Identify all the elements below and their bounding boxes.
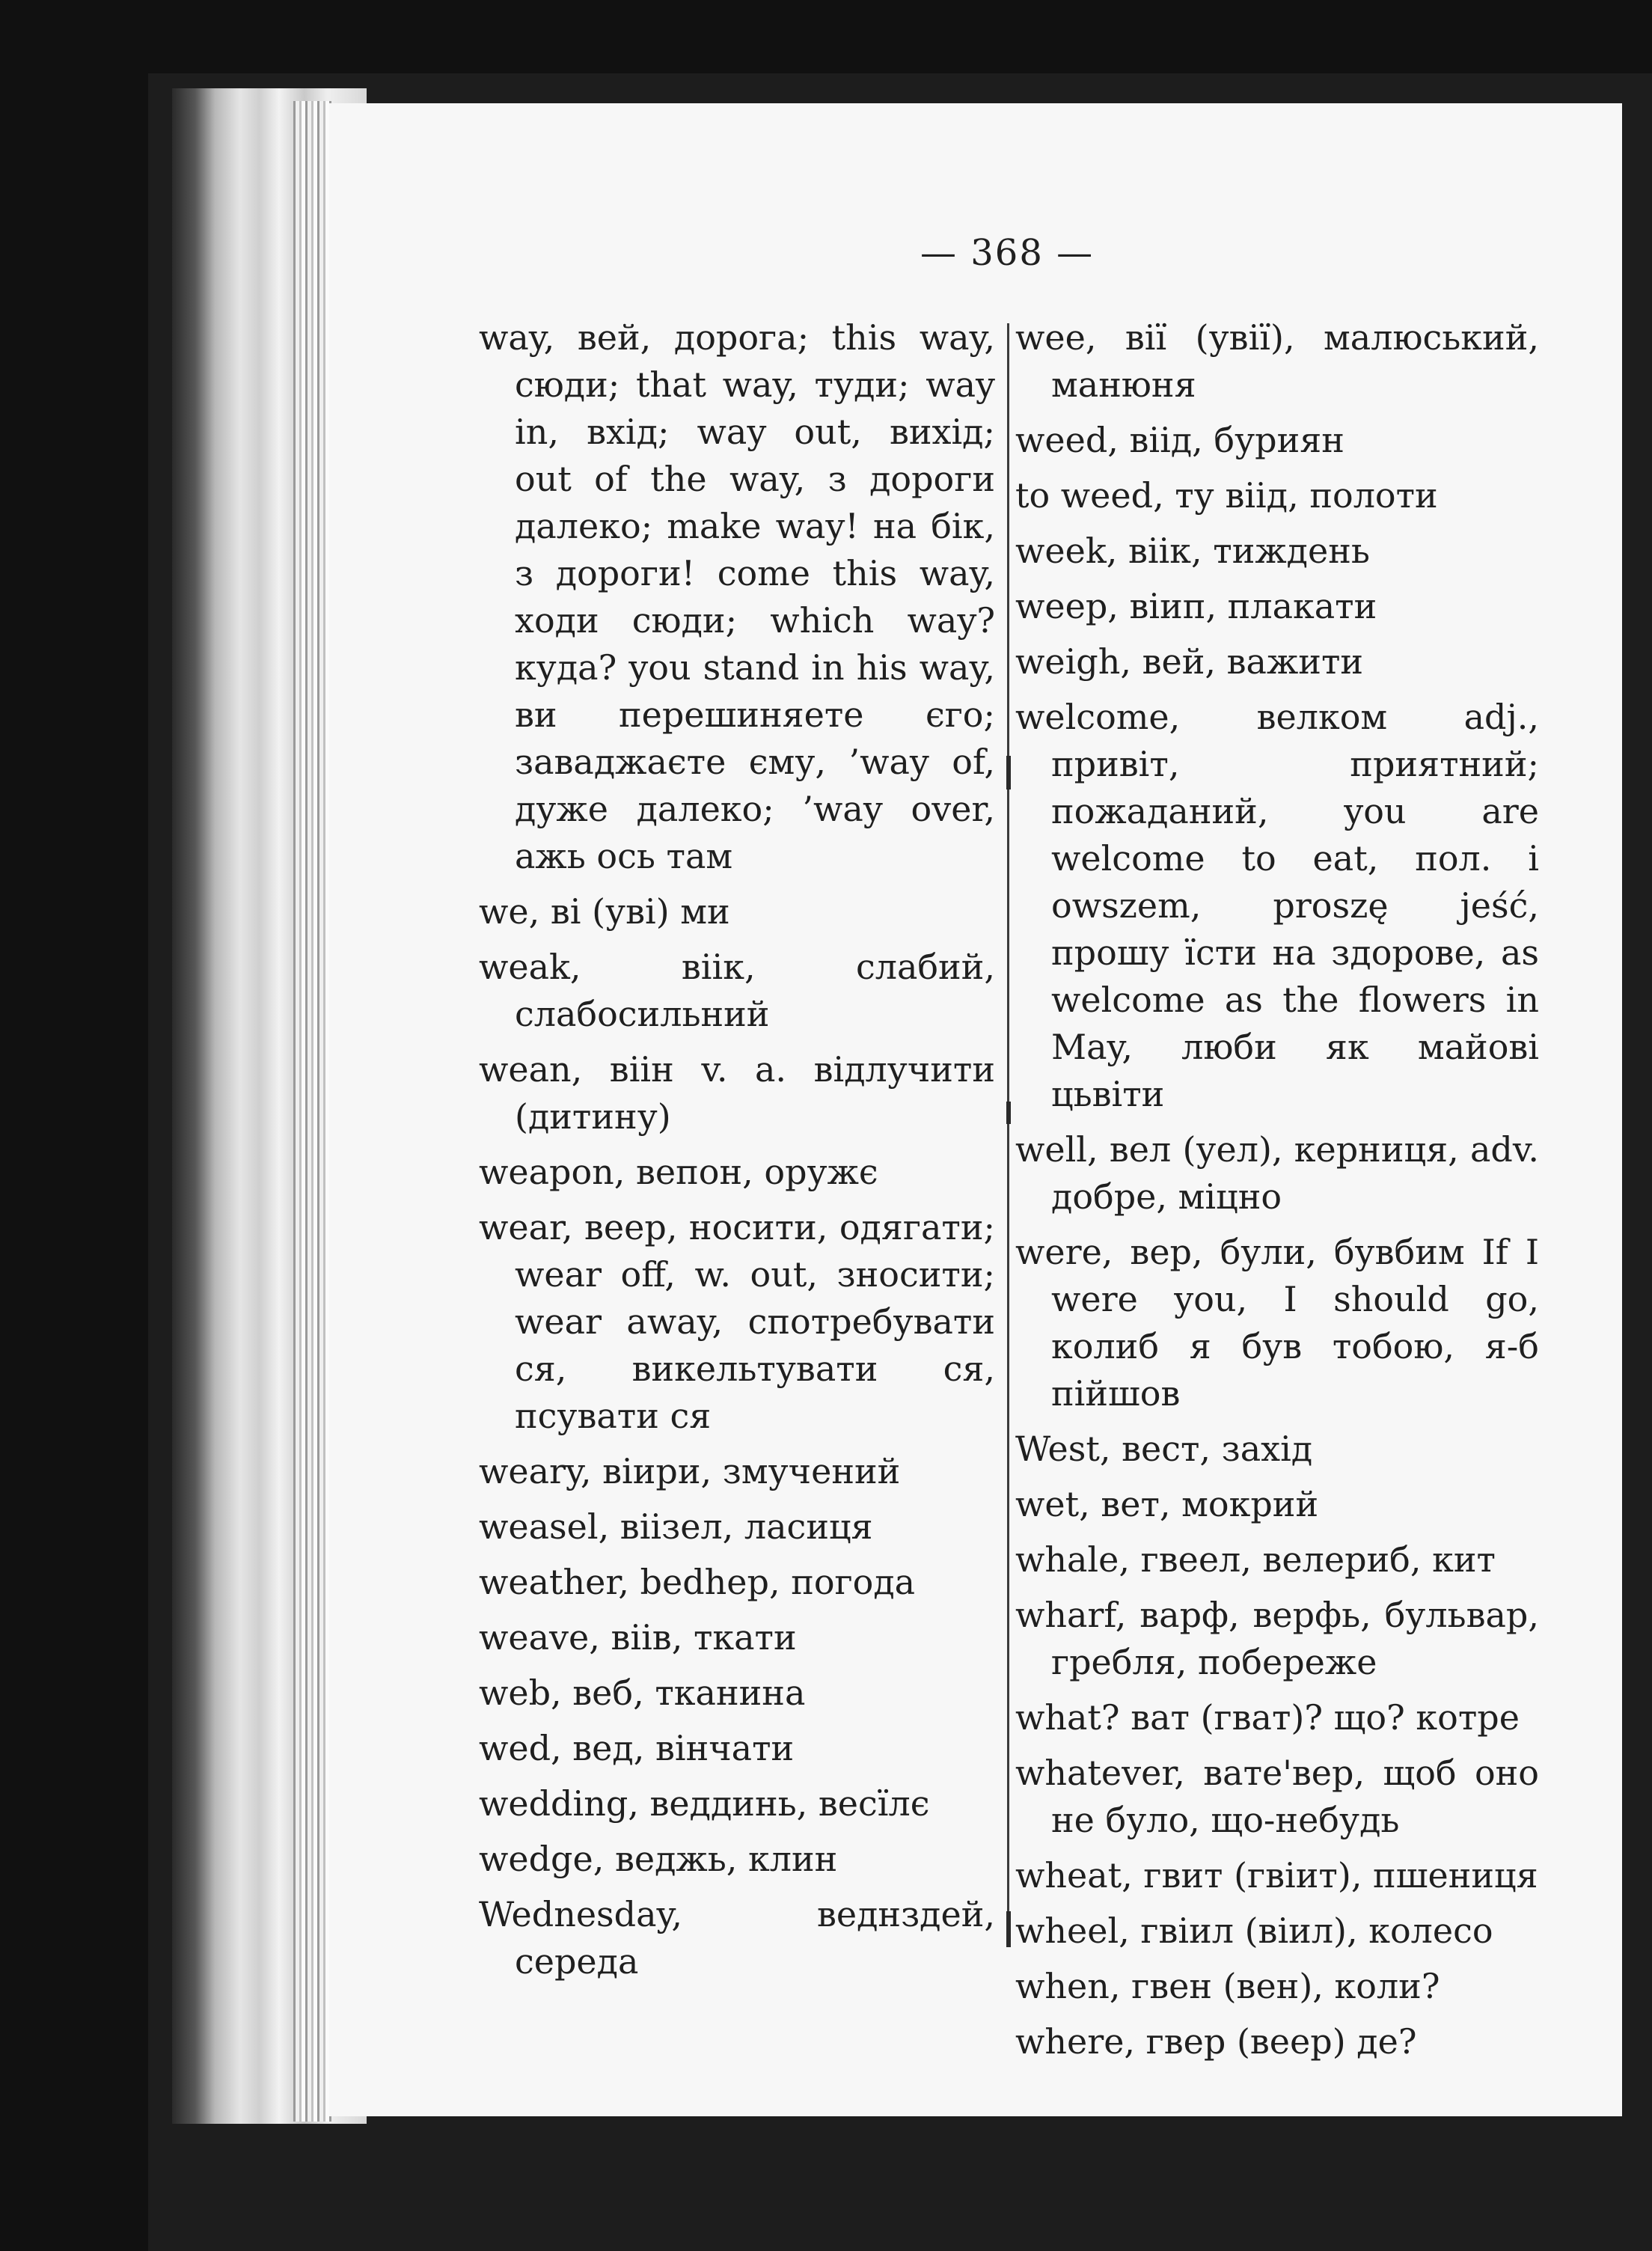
page-edge — [293, 101, 332, 2122]
dictionary-entry: were, вер, були, бувбим If I were you, I should go, колиб я був тобою, я-б пійшов — [1015, 1232, 1539, 1414]
dictionary-entry: wedding, веддинь, весїлє — [479, 1783, 930, 1824]
dictionary-entry: weak, віік, слабий, слабосильний — [479, 947, 995, 1034]
dictionary-entry: weasel, віізел, ласиця — [479, 1506, 873, 1547]
dictionary-entry: to weed, ту віід, полоти — [1015, 475, 1438, 516]
dictionary-entry: wharf, варф, верфь, бульвар, гребля, побереже — [1015, 1595, 1539, 1682]
dictionary-entry: Wednesday, веднздей, середа — [479, 1894, 995, 1982]
margin-mark — [1006, 756, 1011, 789]
dictionary-entry: weave, віів, ткати — [479, 1617, 797, 1658]
left-column — [479, 314, 995, 1994]
column-divider — [1007, 323, 1009, 1940]
dictionary-entry: weapon, вепон, оружє — [479, 1152, 878, 1192]
dictionary-entry: weigh, вей, важити — [1015, 641, 1364, 682]
dictionary-entry: when, гвен (вен), коли? — [1015, 1966, 1440, 2006]
dictionary-entry: weed, віід, буриян — [1015, 420, 1344, 460]
dictionary-entry: well, вел (уел), керниця, adv. добре, міцно — [1015, 1129, 1539, 1217]
dictionary-entry: weather, bedhep, погода — [479, 1562, 916, 1602]
margin-mark — [1006, 1102, 1011, 1124]
dictionary-entry: what? ват (гват)? що? котре — [1015, 1697, 1520, 1738]
dictionary-entry: week, віік, тиждень — [1015, 531, 1370, 571]
margin-mark — [1006, 1911, 1011, 1947]
dictionary-entry: wean, віін v. a. відлучити (дитину) — [479, 1049, 995, 1137]
page-number: — 368 — — [920, 232, 1095, 274]
dictionary-entry: way, вей, дорога; this way, сюди; that way, туди; way in, вхід; way out, вихід; out of the way, з дороги далеко; make way! на бік, з дороги! come this way, ходи сюди; which way? куда? you stand in his way, ви перешиняете єго; заваджаєте єму, ’way of, дуже далеко; ’way over, ажь ось там — [479, 317, 995, 876]
dictionary-entry: whatever, вате'вер, щоб оно не було, що-небудь — [1015, 1753, 1539, 1840]
dictionary-entry: wheat, гвит (гвіит), пшениця — [1015, 1855, 1538, 1896]
dictionary-entry: where, гвер (веер) де? — [1015, 2021, 1417, 2062]
dictionary-entry: wear, веер, носити, одягати; wear off, w. out, зносити; wear away, спотребувати ся, викельтувати ся, псувати ся — [479, 1207, 995, 1436]
dictionary-entry: wedge, веджь, клин — [479, 1839, 838, 1879]
dictionary-entry: welcome, велком adj., привіт, приятний; пожаданий, you are welcome to eat, пол. i owszem, proszę jeść, прошу їсти на здорове, as welcome as the flowers in May, люби як майові цьвіти — [1015, 697, 1539, 1114]
dictionary-entry: West, вест, захід — [1015, 1429, 1313, 1469]
dictionary-entry: wee, вії (увії), малюський, манюня — [1015, 317, 1539, 405]
right-column — [1015, 314, 1539, 2074]
dictionary-entry: weary, віири, змучений — [479, 1451, 901, 1491]
dictionary-entry: weep, віип, плакати — [1015, 586, 1377, 626]
dictionary-entry: whale, гвеел, велериб, кит — [1015, 1539, 1496, 1580]
dictionary-entry: wet, вет, мокрий — [1015, 1484, 1319, 1524]
dictionary-entry: wed, вед, вінчати — [479, 1728, 795, 1768]
dictionary-entry: wheel, гвіил (віил), колесо — [1015, 1911, 1493, 1951]
dictionary-entry: we, ві (уві) ми — [479, 891, 730, 932]
dictionary-entry: web, веб, тканина — [479, 1673, 806, 1713]
